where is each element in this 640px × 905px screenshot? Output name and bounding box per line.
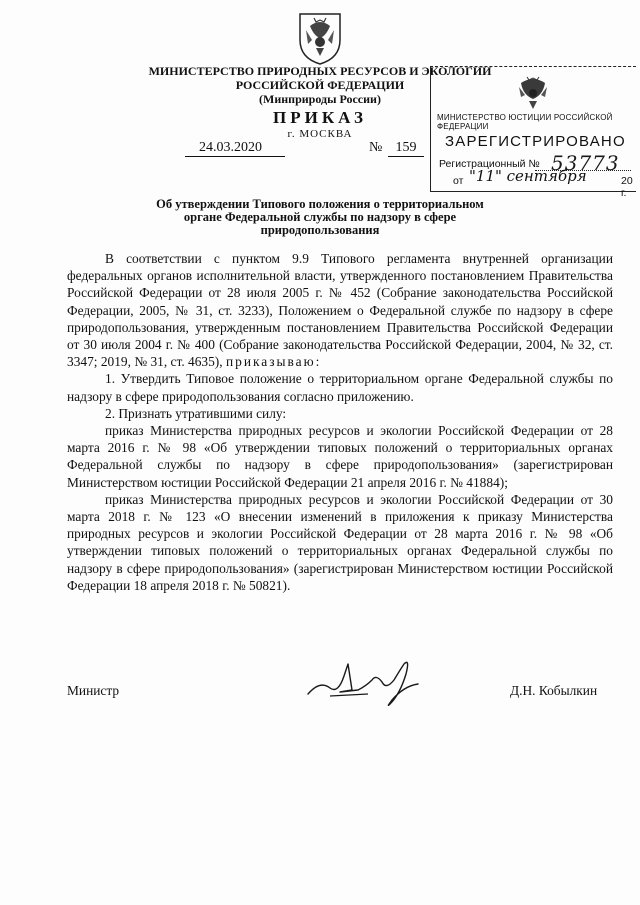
subject-line2: органе Федеральной службы по надзору в сфере (183, 210, 457, 224)
stamp-reg-number: 53773 (551, 151, 620, 175)
document-subject (120, 198, 520, 237)
document-body (67, 250, 613, 594)
stamp-emblem-icon (517, 73, 549, 111)
document-number-label: № (369, 140, 383, 155)
document-number: 159 (388, 140, 424, 157)
document-city: г. МОСКВА (287, 128, 353, 140)
signatory-name: Д.Н. Кобылкин (510, 683, 598, 698)
item-2: 2. Признать утратившими силу: (105, 405, 287, 421)
stamp-date-value: "11" сентября (469, 167, 587, 185)
intro-text: В соответствии с пунктом 9.9 Типового регламента внутренней организации федеральных органов исполнительной власти, утвержденного постановлением Правительства Российской Федерации от 28 июля 2005 г. № 452 (Собрание законодательства Российской Федерации, 2005, № 31, ст. 3233), Положением о Федеральной службе по надзору в сфере природопользования, утвержденным постановлением Правительства Российской Федерации от 30 июля 2004 г. № 400 (Собрание законодательства Российской Федерации, 2004, № 32, ст. 3347; 2019, № 31, ст. 4635), (67, 251, 613, 370)
registration-stamp (430, 66, 636, 199)
ministry-short-name: (Минприроды России) (259, 92, 381, 106)
revoked-order-1: приказ Министерства природных ресурсов и экологии Российской Федерации от 28 марта 2016 г. № 98 «Об утверждении типовых положений о территориальных органах Федеральной службы по надзору в сфере природопользования» (зарегистрирован Министерством юстиции Российской Федерации 21 апреля 2016 г. № 41884); (67, 423, 613, 490)
ministry-name-line2: РОССИЙСКОЙ ФЕДЕРАЦИИ (235, 78, 405, 92)
stamp-date-prefix: от (453, 175, 464, 187)
subject-line3: природопользования (260, 223, 380, 237)
revoked-order-2: приказ Министерства природных ресурсов и экологии Российской Федерации от 30 марта 2018 г. № 123 «О внесении изменений в приложения к приказу Министерства природных ресурсов и экологии Российской Федерации от 28 марта 2016 г. № 98 «Об утверждении типовых положений о территориальных органах Федеральной службы по надзору в сфере природопользования» (зарегистрирован Министерством юстиции Российской Федерации 18 апреля 2018 г. № 50821). (67, 491, 613, 593)
order-word: приказываю: (225, 354, 322, 370)
handwritten-signature-icon (300, 650, 430, 710)
stamp-reg-number-label: Регистрационный № (439, 158, 540, 170)
intro-paragraph (67, 250, 613, 370)
signatory-title: Министр (67, 683, 120, 698)
document-date: 24.03.2020 (185, 140, 285, 157)
ministry-name-line1: МИНИСТЕРСТВО ПРИРОДНЫХ РЕСУРСОВ И ЭКОЛОГИИ (148, 64, 492, 78)
stamp-organization: МИНИСТЕРСТВО ЮСТИЦИИ РОССИЙСКОЙ ФЕДЕРАЦИИ (437, 113, 613, 131)
coat-of-arms-icon (296, 10, 344, 66)
item-1: 1. Утвердить Типовое положение о территориальном органе Федеральной службы по надзору в сфере природопользования согласно приложению. (67, 371, 613, 404)
stamp-registered: ЗАРЕГИСТРИРОВАНО (445, 133, 626, 150)
stamp-date-suffix: 20 г. (621, 175, 633, 199)
document-type: ПРИКАЗ (273, 108, 367, 127)
subject-line1: Об утверждении Типового положения о территориальном (156, 197, 484, 211)
